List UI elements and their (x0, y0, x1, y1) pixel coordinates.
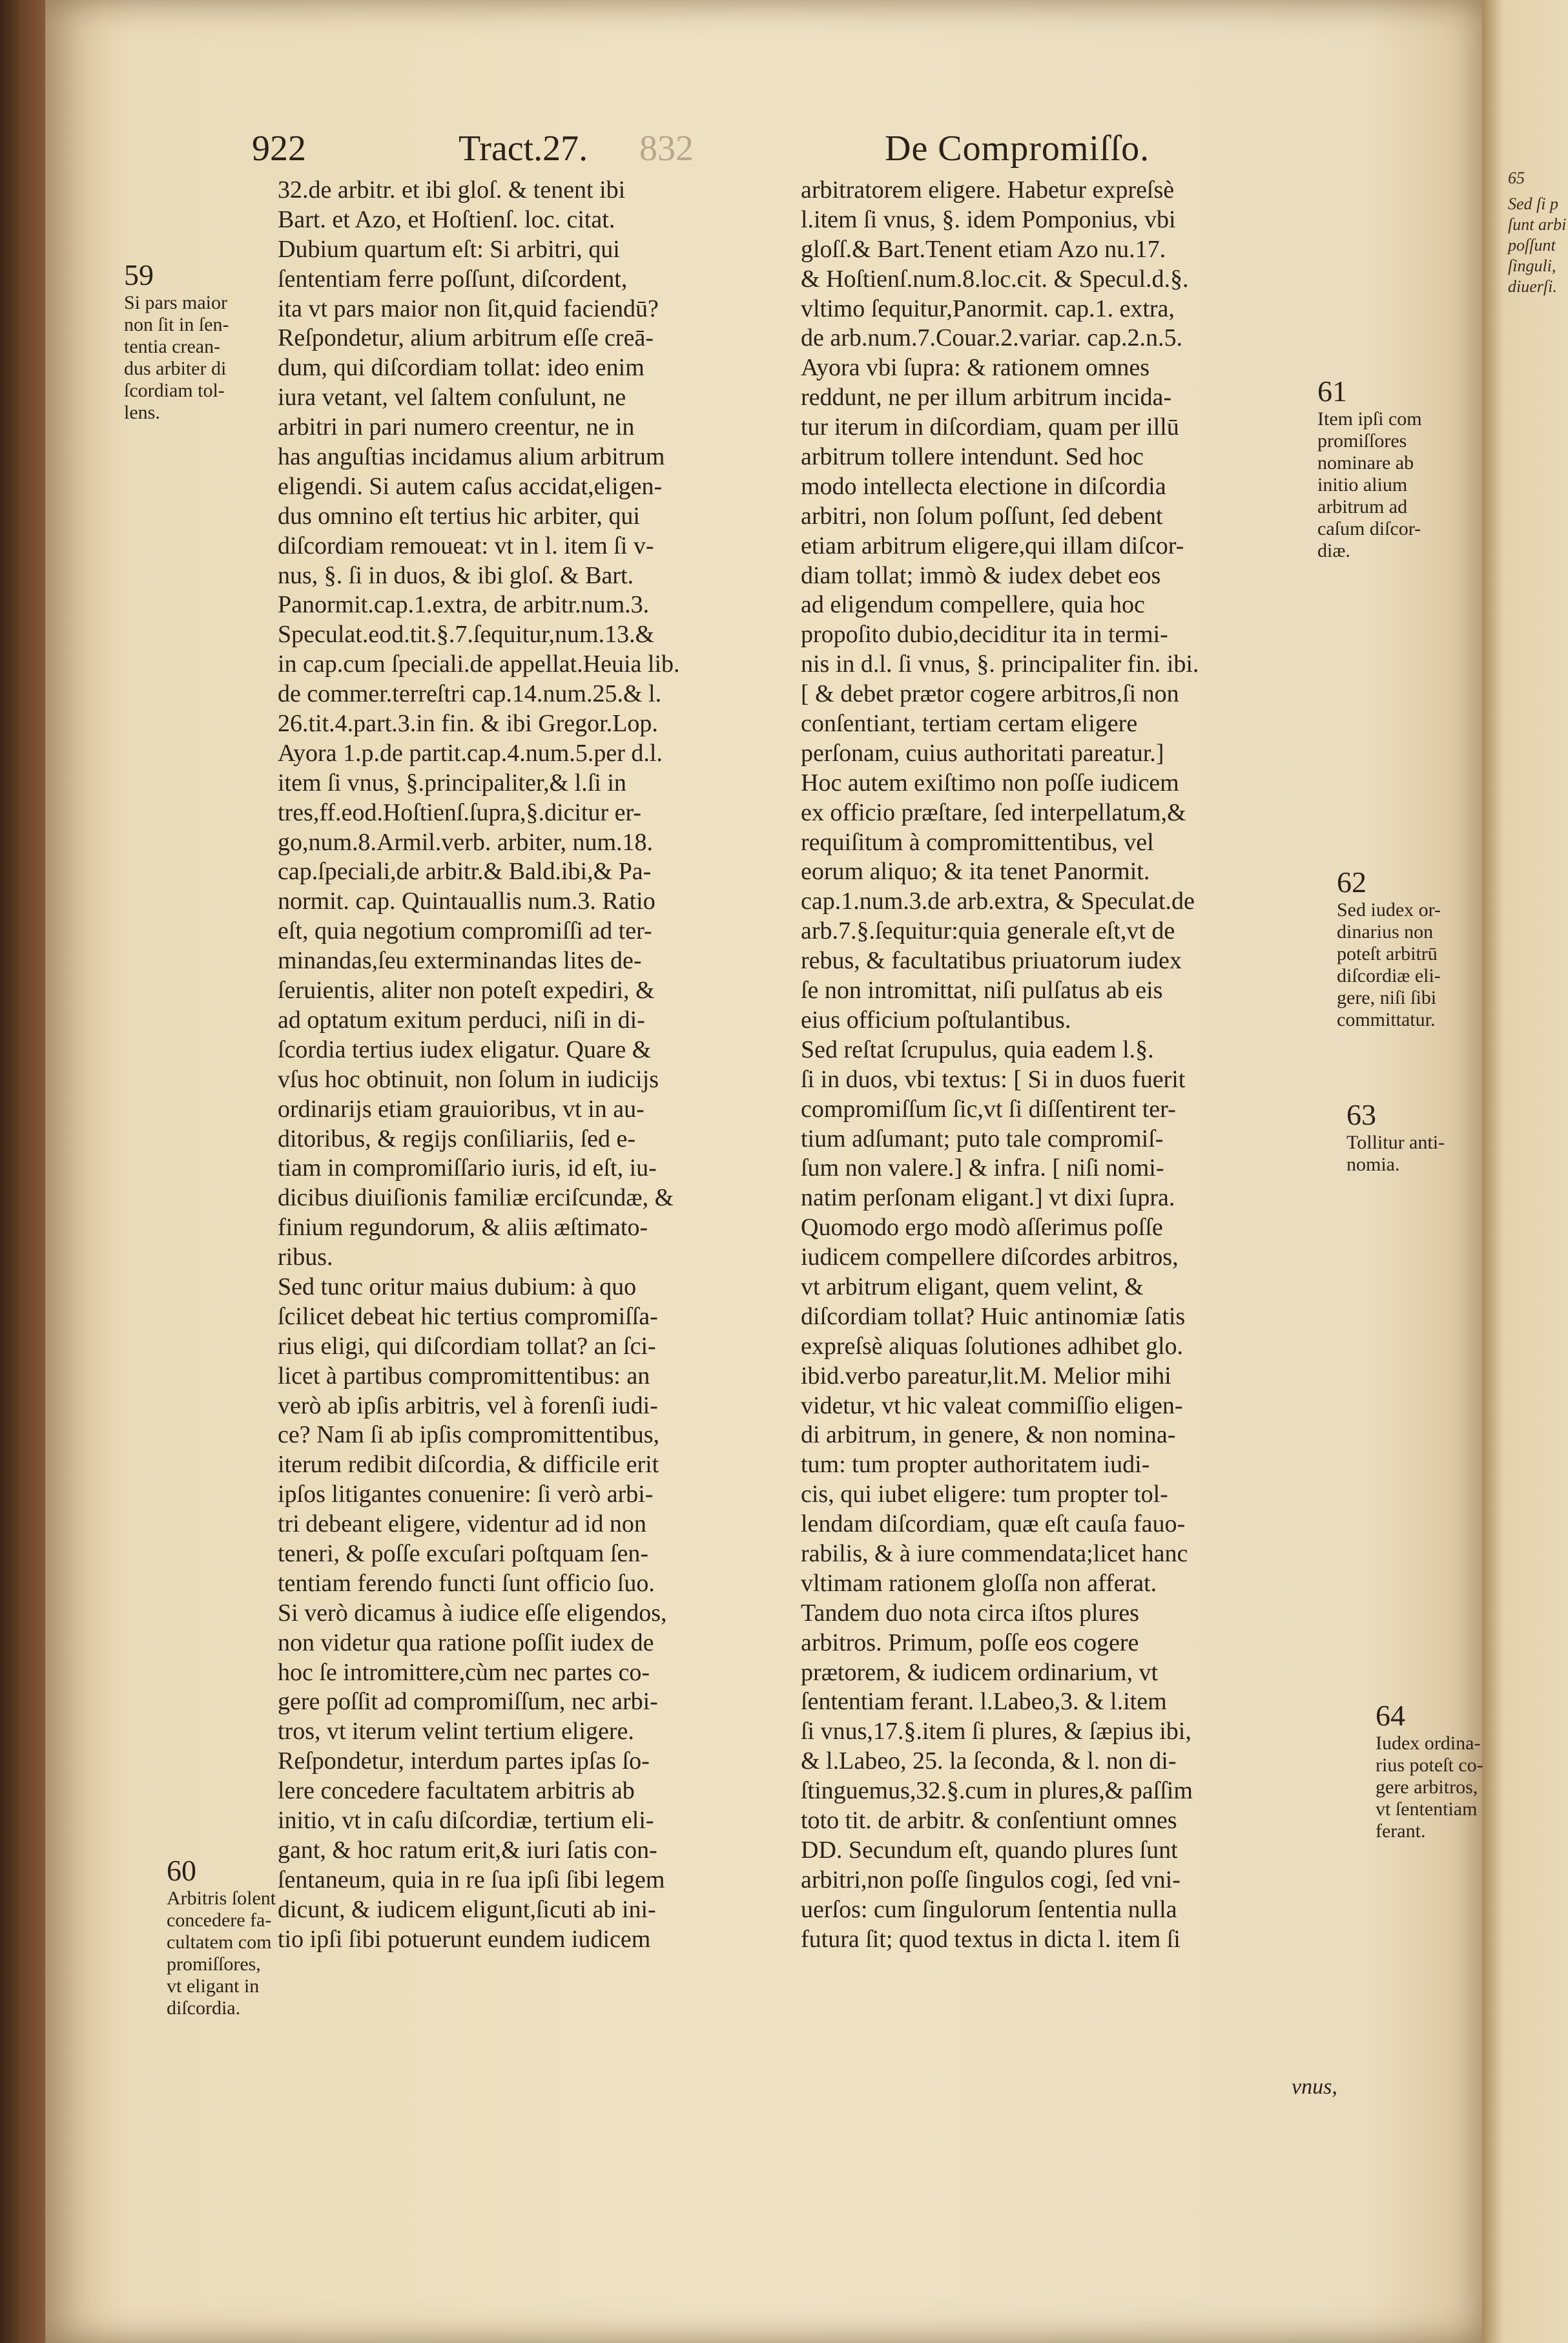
margin-note-number: 60 (167, 1854, 196, 1887)
text-line: ſi vnus,17.§.item ſi plures, & ſæpius ibi, (801, 1718, 1191, 1745)
text-line: tum: tum propter authoritatem iudi- (801, 1451, 1150, 1479)
text-line: vltimam rationem gloſſa non afferat. (801, 1569, 1157, 1597)
text-line: ſcilicet debeat hic tertius compromiſſa- (278, 1302, 658, 1330)
margin-note-63 (1346, 1098, 1476, 1176)
margin-note-number: 59 (124, 258, 154, 291)
text-line: ditoribus, & regijs conſiliariis, ſed e- (278, 1125, 636, 1152)
adjacent-page-fragment: ſinguli, (1508, 256, 1556, 275)
adjacent-page-fragment: ſunt arbi (1508, 215, 1567, 234)
text-line: tres,ff.eod.Hoſtienſ.ſupra,§.dicitur er- (278, 798, 642, 826)
text-line: ſtinguemus,32.§.cum in plures,& paſſim (801, 1777, 1193, 1805)
margin-note-line: non ſit in ſen- (124, 314, 229, 335)
text-line: Reſpondetur, interdum partes ipſas ſo- (278, 1747, 650, 1775)
margin-note-line: promiſſores (1317, 430, 1407, 452)
margin-note-line: gere arbitros, (1376, 1776, 1478, 1798)
margin-note-line: caſum diſcor- (1317, 518, 1421, 539)
text-line: 26.tit.4.part.3.in fin. & ibi Gregor.Lop. (278, 710, 658, 738)
text-line: gloſſ.& Bart.Tenent etiam Azo nu.17. (801, 235, 1166, 263)
margin-note-line: ferant. (1376, 1820, 1426, 1842)
margin-note-line: nominare ab (1317, 452, 1414, 474)
text-line: expreſsè aliquas ſolutiones adhibet glo. (801, 1332, 1184, 1360)
margin-note-line: Sed iudex or- (1337, 899, 1441, 921)
text-line: reddunt, ne per illum arbitrum incida- (801, 384, 1172, 411)
text-line: initio, vt in caſu diſcordiæ, tertium eli- (278, 1806, 654, 1834)
text-line: ita vt pars maior non ſit,quid faciendū? (278, 295, 659, 322)
margin-note-line: cultatem com (167, 1932, 272, 1953)
text-line: gant, & hoc ratum erit,& iuri ſatis con- (278, 1836, 657, 1864)
margin-note-line: initio alium (1317, 474, 1408, 495)
text-line: minandas,ſeu exterminandas lites de- (278, 947, 642, 975)
text-line: de commer.terreſtri cap.14.num.25.& l. (278, 680, 662, 708)
margin-note-line: Tollitur anti- (1346, 1132, 1445, 1153)
text-line: propoſito dubio,deciditur ita in termi- (801, 621, 1168, 649)
text-line: cap.1.num.3.de arb.extra, & Speculat.de (801, 888, 1195, 915)
text-line: conſentiant, tertiam certam eligere (801, 710, 1138, 738)
page-title: De Compromiſſo. (885, 129, 1150, 169)
margin-note-line: diſcordia. (167, 1997, 241, 2019)
text-line: teneri, & poſſe excuſari poſtquam ſen- (278, 1539, 649, 1567)
text-line: ibid.verbo pareatur,lit.M. Melior mihi (801, 1362, 1171, 1390)
text-line: perſonam, cuius authoritati pareatur.] (801, 739, 1164, 767)
text-line: go,num.8.Armil.verb. arbiter, num.18. (278, 828, 654, 856)
margin-note-60 (167, 1854, 322, 2019)
text-line: dicibus diuiſionis familiæ erciſcundæ, & (278, 1184, 674, 1212)
text-line: cis, qui iubet eligere: tum propter tol- (801, 1481, 1168, 1508)
left-text-column (278, 176, 807, 1954)
text-line: diam tollat; immò & iudex debet eos (801, 561, 1161, 589)
margin-note-line: committatur. (1337, 1009, 1436, 1030)
text-line: Sed tunc oritur maius dubium: à quo (278, 1273, 637, 1300)
text-line: 32.de arbitr. et ibi gloſ. & tenent ibi (278, 176, 626, 203)
text-line: uerſos: cum ſingulorum ſententia nulla (801, 1895, 1177, 1923)
text-line: prætorem, & iudicem ordinarium, vt (801, 1658, 1159, 1686)
text-line: lendam diſcordiam, quæ eſt cauſa fauo- (801, 1510, 1186, 1538)
margin-note-line: gere, niſi ſibi (1337, 987, 1437, 1008)
text-line: Reſpondetur, alium arbitrum eſſe creā- (278, 324, 654, 352)
text-line: Tandem duo nota circa iſtos plures (801, 1599, 1139, 1627)
text-line: vltimo ſequitur,Panormit. cap.1. extra, (801, 295, 1175, 322)
margin-note-number: 64 (1376, 1699, 1405, 1732)
text-line: cap.ſpeciali,de arbitr.& Bald.ibi,& Pa- (278, 858, 652, 886)
show-through-number: 832 (639, 129, 694, 169)
text-line: ribus. (278, 1244, 333, 1271)
text-line: in cap.cum ſpeciali.de appellat.Heuia lib. (278, 651, 680, 678)
text-line: Bart. et Azo, et Hoſtienſ. loc. citat. (278, 205, 615, 233)
text-line: Dubium quartum eſt: Si arbitri, qui (278, 235, 620, 263)
text-line: videtur, vt hic valeat commiſſio eligen- (801, 1391, 1183, 1419)
text-line: ad optatum exitum perduci, niſi in di- (278, 1006, 645, 1034)
text-line: arbitri in pari numero creentur, ne in (278, 413, 635, 441)
margin-note-line: vt eligant in (167, 1975, 260, 1997)
margin-note-line: vt ſententiam (1376, 1798, 1478, 1820)
margin-note-line: dus arbiter di (124, 358, 227, 379)
text-line: diſcordiam tollat? Huic antinomiæ ſatis (801, 1302, 1186, 1330)
text-line: de arb.num.7.Couar.2.variar. cap.2.n.5. (801, 324, 1182, 352)
right-text-column (801, 176, 1337, 1954)
text-line: Hoc autem exiſtimo non poſſe iudicem (801, 769, 1179, 797)
text-line: lere concedere facultatem arbitris ab (278, 1777, 635, 1805)
text-line: vt arbitrum eligant, quem velint, & (801, 1273, 1144, 1300)
margin-note-line: Iudex ordina- (1376, 1733, 1481, 1754)
margin-note-line: tentia crean- (124, 336, 221, 357)
text-line: arb.7.§.ſequitur:quia generale eſt,vt de (801, 917, 1175, 945)
text-line: Sed reſtat ſcrupulus, quia eadem l.§. (801, 1036, 1154, 1063)
running-header (252, 123, 1292, 174)
adjacent-page-fragment: 65 (1508, 169, 1525, 187)
text-line: vſus hoc obtinuit, non ſolum in iudicijs (278, 1065, 659, 1093)
page-number: 922 (252, 129, 306, 169)
text-line: tur iterum in diſcordiam, quam per illū (801, 413, 1179, 441)
text-line: finium regundorum, & aliis æſtimato- (278, 1214, 648, 1242)
text-line: eius officium poſtulantibus. (801, 1006, 1071, 1034)
text-line: gere poſſit ad compromiſſum, nec arbi- (278, 1688, 658, 1716)
text-line: arbitri,non poſſe ſingulos cogi, ſed vni- (801, 1866, 1181, 1893)
margin-note-line: concedere fa- (167, 1910, 272, 1931)
text-line: iudicem compellere diſcordes arbitros, (801, 1244, 1179, 1271)
text-line: dicunt, & iudicem eligunt,ſicuti ab ini- (278, 1895, 656, 1923)
text-line: rabilis, & à iure commendata;licet hanc (801, 1539, 1188, 1567)
text-line: rebus, & facultatibus priuatorum iudex (801, 947, 1182, 975)
text-line: dus omnino eſt tertius hic arbiter, qui (278, 502, 640, 530)
text-line: Ayora vbi ſupra: & rationem omnes (801, 354, 1150, 382)
text-line: l.item ſi vnus, §. idem Pomponius, vbi (801, 205, 1176, 233)
text-line: tros, vt iterum velint tertium eligere. (278, 1718, 634, 1745)
text-line: eligendi. Si autem caſus accidat,eligen- (278, 472, 663, 500)
text-line: ſeruientis, aliter non poteſt expediri, & (278, 977, 655, 1005)
text-line: tentiam ferendo functi ſunt officio ſuo. (278, 1569, 655, 1597)
text-line: ad eligendum compellere, quia hoc (801, 591, 1145, 619)
text-line: has anguſtias incidamus alium arbitrum (278, 443, 665, 471)
text-line: di arbitrum, in genere, & non nomina- (801, 1421, 1176, 1449)
text-line: Quomodo ergo modò aſſerimus poſſe (801, 1214, 1163, 1242)
text-line: & Hoſtienſ.num.8.loc.cit. & Specul.d.§. (801, 265, 1189, 293)
text-line: tiam in compromiſſario iuris, id eſt, iu- (278, 1154, 657, 1182)
text-line: ſententiam ferant. l.Labeo,3. & l.item (801, 1688, 1167, 1716)
margin-note-line: dinarius non (1337, 921, 1434, 942)
text-line: ſum non valere.] & infra. [ niſi nomi- (801, 1154, 1164, 1182)
text-line: tium adſumant; puto tale compromiſ- (801, 1125, 1164, 1152)
text-line: arbitrum tollere intendunt. Sed hoc (801, 443, 1144, 471)
margin-note-number: 62 (1337, 866, 1367, 899)
margin-note-line: Item ipſi com (1317, 408, 1422, 430)
text-line: hoc ſe intromittere,cùm nec partes co- (278, 1658, 650, 1686)
text-line: ſentaneum, quia in re ſua ipſi ſibi legem (278, 1866, 665, 1893)
margin-note-line: nomia. (1346, 1154, 1400, 1175)
text-line: tio ipſi ſibi potuerunt eundem iudicem (278, 1925, 651, 1953)
margin-note-line: promiſſores, (167, 1953, 261, 1975)
text-line: ſententiam ferre poſſunt, diſcordent, (278, 265, 628, 293)
text-line: verò ab ipſis arbitris, vel à forenſi iudi- (278, 1391, 658, 1419)
text-line: Ayora 1.p.de partit.cap.4.num.5.per d.l. (278, 739, 663, 767)
text-line: ordinarijs etiam grauioribus, vt in au- (278, 1095, 645, 1123)
text-line: [ & debet prætor cogere arbitros,ſi non (801, 680, 1179, 708)
text-line: natim perſonam eligant.] vt dixi ſupra. (801, 1184, 1175, 1212)
margin-note-64 (1376, 1699, 1498, 1842)
margin-note-61 (1317, 375, 1466, 562)
text-line: arbitri, non ſolum poſſunt, ſed debent (801, 502, 1163, 530)
text-line: diſcordiam remoueat: vt in l. item ſi v- (278, 532, 654, 559)
text-line: & l.Labeo, 25. la ſeconda, & l. non di- (801, 1747, 1177, 1775)
text-line: arbitros. Primum, poſſe eos cogere (801, 1629, 1139, 1656)
text-line: requiſitum à compromittentibus, vel (801, 828, 1154, 856)
text-line: ipſos litigantes conuenire: ſi verò arbi- (278, 1481, 654, 1508)
margin-note-line: diſcordiæ eli- (1337, 965, 1441, 986)
adjacent-page-fragment: Sed ſi p (1508, 194, 1558, 213)
text-line: Speculat.eod.tit.§.7.ſequitur,num.13.& (278, 621, 655, 649)
adjacent-page-fragment: diuerſi. (1508, 277, 1557, 296)
text-line: licet à partibus compromittentibus: an (278, 1362, 650, 1390)
text-line: arbitratorem eligere. Habetur expreſsè (801, 176, 1175, 203)
text-line: rius eligi, qui diſcordiam tollat? an ſci- (278, 1332, 656, 1360)
text-line: DD. Secundum eſt, quando plures ſunt (801, 1836, 1178, 1864)
margin-note-line: lens. (124, 402, 160, 423)
text-line: nus, §. ſi in duos, & ibi gloſ. & Bart. (278, 561, 634, 589)
text-line: tri debeant eligere, videntur ad id non (278, 1510, 646, 1538)
tract-label: Tract.27. (459, 129, 588, 169)
text-line: non videtur qua ratione poſſit iudex de (278, 1629, 654, 1656)
catchword: vnus, (1292, 2075, 1337, 2099)
margin-note-line: poteſt arbitrū (1337, 943, 1438, 964)
margin-note-number: 61 (1317, 375, 1347, 408)
text-line: ſcordia tertius iudex eligatur. Quare & (278, 1036, 652, 1063)
text-line: futura ſit; quod textus in dicta l. item ſi (801, 1925, 1181, 1953)
text-line: ſi in duos, vbi textus: [ Si in duos fuerit (801, 1065, 1186, 1093)
margin-note-number: 63 (1346, 1098, 1376, 1131)
margin-note-59 (124, 258, 260, 424)
text-line: iterum redibit diſcordia, & difficile erit (278, 1451, 659, 1479)
text-line: iura vetant, vel ſaltem conſulunt, ne (278, 384, 626, 411)
text-line: eorum aliquo; & ita tenet Panormit. (801, 858, 1150, 886)
margin-note-line: arbitrum ad (1317, 496, 1408, 517)
text-line: ſe non intromittat, niſi pulſatus ab eis (801, 977, 1163, 1005)
adjacent-page-fragment: poſſunt (1508, 236, 1556, 255)
book-binding-edge (0, 0, 52, 2343)
margin-note-line: Arbitris ſolent (167, 1888, 276, 1909)
margin-note-62 (1337, 866, 1485, 1031)
text-line: etiam arbitrum eligere,qui illam diſcor- (801, 532, 1184, 559)
text-line: dum, qui diſcordiam tollat: ideo enim (278, 354, 645, 382)
text-line: item ſi vnus, §.principaliter,& l.ſi in (278, 769, 626, 797)
text-line: ex officio præſtare, ſed interpellatum,& (801, 798, 1186, 826)
text-line: toto tit. de arbitr. & conſentiunt omnes (801, 1806, 1177, 1834)
text-line: Panormit.cap.1.extra, de arbitr.num.3. (278, 591, 650, 619)
text-line: ce? Nam ſi ab ipſis compromittentibus, (278, 1421, 659, 1449)
margin-note-line: rius poteſt co- (1376, 1755, 1483, 1776)
text-line: modo intellecta electione in diſcordia (801, 472, 1166, 500)
text-line: eſt, quia negotium compromiſſi ad ter- (278, 917, 652, 945)
text-line: Si verò dicamus à iudice eſſe eligendos, (278, 1599, 667, 1627)
text-line: compromiſſum ſic,vt ſi diſſentirent ter- (801, 1095, 1176, 1123)
margin-note-line: diæ. (1317, 540, 1350, 561)
text-line: nis in d.l. ſi vnus, §. principaliter fin. ibi. (801, 651, 1199, 678)
margin-note-line: Si pars maior (124, 292, 227, 313)
adjacent-page-edge (1482, 0, 1568, 2343)
text-line: normit. cap. Quintauallis num.3. Ratio (278, 888, 655, 915)
margin-note-line: ſcordiam tol- (124, 380, 225, 401)
